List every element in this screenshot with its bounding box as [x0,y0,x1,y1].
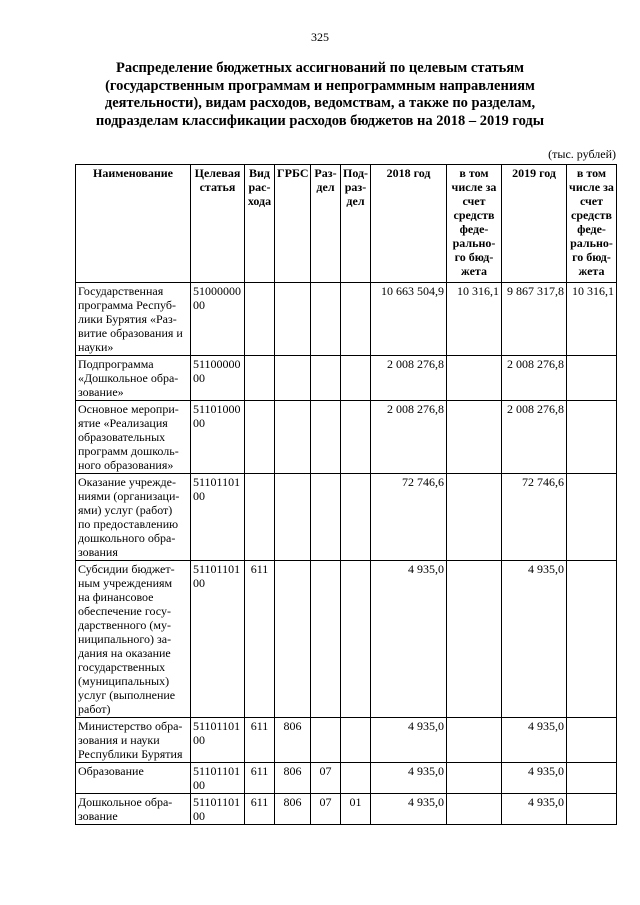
target-article: 51101101 00 [191,763,245,794]
section-code [311,561,341,718]
expense-type: 611 [245,794,275,825]
table-row [76,718,617,763]
document-title [90,60,550,130]
subsection-code [341,763,371,794]
federal-2019 [567,763,617,794]
grbs-code [275,474,311,561]
title-line: подразделам классификации расходов бюджетов на 2018 – 2019 годы [95,112,545,129]
amount-2019: 72 746,6 [502,474,567,561]
table-row [76,401,617,474]
amount-2018: 10 663 504,9 [371,283,447,356]
table-row [76,763,617,794]
amount-2018: 4 935,0 [371,718,447,763]
amount-2019: 4 935,0 [502,561,567,718]
federal-2019 [567,401,617,474]
target-article: 51101101 00 [191,561,245,718]
federal-2019 [567,474,617,561]
amount-2019: 4 935,0 [502,763,567,794]
amount-2018: 2 008 276,8 [371,401,447,474]
column-header: в том числе за счет средств феде- рально- го бюд- жета [447,165,502,283]
amount-2019: 9 867 317,8 [502,283,567,356]
federal-2019 [567,718,617,763]
section-code: 07 [311,763,341,794]
expense-type [245,283,275,356]
federal-2019: 10 316,1 [567,283,617,356]
amount-2018: 4 935,0 [371,561,447,718]
amount-2019: 2 008 276,8 [502,356,567,401]
federal-2018 [447,561,502,718]
page-number: 325 [311,30,329,44]
table-row [76,561,617,718]
budget-table [75,164,617,825]
section-code [311,718,341,763]
federal-2018 [447,401,502,474]
federal-2018 [447,763,502,794]
section-code: 07 [311,794,341,825]
grbs-code [275,283,311,356]
column-header: 2019 год [502,165,567,283]
table-header-row [76,165,617,283]
column-header: Наименование [76,165,191,283]
federal-2018 [447,718,502,763]
table-row [76,794,617,825]
subsection-code [341,283,371,356]
grbs-code [275,561,311,718]
column-header: в том числе за счет средств феде- рально- го бюд- жета [567,165,617,283]
expense-type: 611 [245,561,275,718]
federal-2019 [567,561,617,718]
title-line: Распределение бюджетных ассигнований по целевым статьям [115,60,525,76]
federal-2019 [567,356,617,401]
target-article: 51101101 00 [191,718,245,763]
expense-type [245,356,275,401]
grbs-code [275,356,311,401]
row-name: Субсидии бюджет- ным учреждениям на финансовое обеспечение госу- дарственного (му- ниципального) за- дания на оказание государственных (муниципальных) услуг (выполнение работ) [76,561,191,718]
title-line: (государственным программам и непрограммным направлениям [105,77,535,94]
target-article: 51000000 00 [191,283,245,356]
amount-2018: 4 935,0 [371,763,447,794]
section-code [311,401,341,474]
grbs-code: 806 [275,718,311,763]
expense-type [245,474,275,561]
amount-2019: 4 935,0 [502,794,567,825]
federal-2018: 10 316,1 [447,283,502,356]
row-name: Дошкольное обра- зование [76,794,191,825]
row-name: Государственная программа Респуб- лики Бурятия «Раз- витие образования и науки» [76,283,191,356]
subsection-code [341,561,371,718]
federal-2018 [447,474,502,561]
title-line: деятельности), видам расходов, ведомствам, а также по разделам, [104,95,536,111]
row-name: Оказание учрежде- ниями (организаци- ями) услуг (работ) по предоставлению дошкольного обра- зования [76,474,191,561]
row-name: Образование [76,763,191,794]
section-code [311,474,341,561]
amount-2018: 4 935,0 [371,794,447,825]
target-article: 51101101 00 [191,794,245,825]
subsection-code [341,718,371,763]
target-article: 51100000 00 [191,356,245,401]
subsection-code [341,401,371,474]
table-row [76,474,617,561]
grbs-code: 806 [275,763,311,794]
amount-2019: 2 008 276,8 [502,401,567,474]
federal-2018 [447,356,502,401]
row-name: Основное меропри- ятие «Реализация образовательных программ дошколь- ного образования» [76,401,191,474]
amount-2018: 72 746,6 [371,474,447,561]
table-row [76,283,617,356]
row-name: Подпрограмма «Дошкольное обра- зование» [76,356,191,401]
subsection-code: 01 [341,794,371,825]
column-header: Вид рас- хода [245,165,275,283]
amount-2018: 2 008 276,8 [371,356,447,401]
subsection-code [341,474,371,561]
expense-type: 611 [245,763,275,794]
row-name: Министерство обра- зования и науки Республики Бурятия [76,718,191,763]
column-header: Раз- дел [311,165,341,283]
section-code [311,283,341,356]
column-header: Под- раз- дел [341,165,371,283]
units-label: (тыс. рублей) [548,147,616,161]
target-article: 51101000 00 [191,401,245,474]
federal-2019 [567,794,617,825]
table-row [76,356,617,401]
subsection-code [341,356,371,401]
expense-type: 611 [245,718,275,763]
column-header: 2018 год [371,165,447,283]
column-header: Целевая статья [191,165,245,283]
grbs-code: 806 [275,794,311,825]
expense-type [245,401,275,474]
grbs-code [275,401,311,474]
amount-2019: 4 935,0 [502,718,567,763]
federal-2018 [447,794,502,825]
target-article: 51101101 00 [191,474,245,561]
column-header: ГРБС [275,165,311,283]
section-code [311,356,341,401]
